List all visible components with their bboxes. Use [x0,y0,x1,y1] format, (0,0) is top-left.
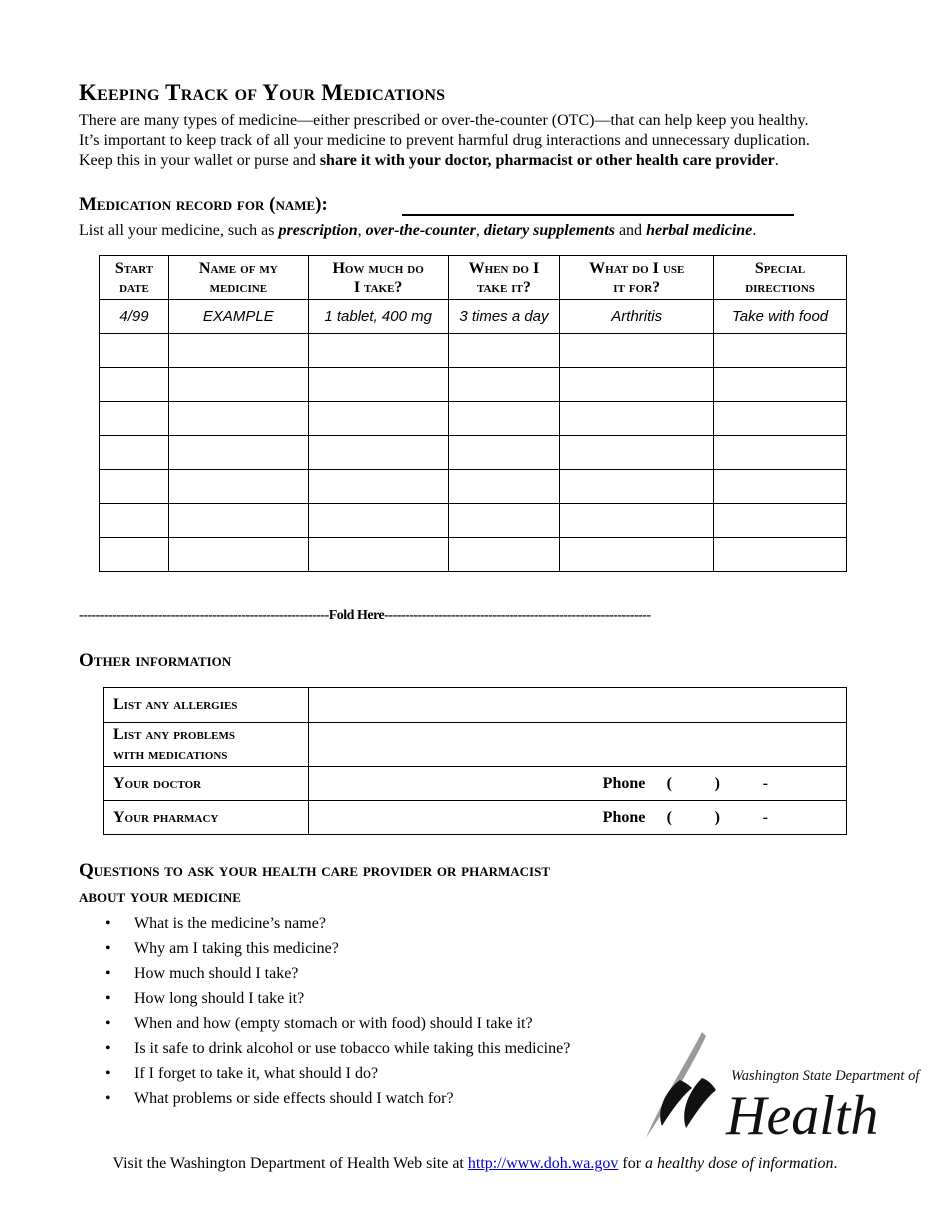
blank-cell[interactable] [714,368,847,402]
col-header-dose: How much do I take? [308,256,448,300]
example-start-date: 4/99 [100,300,169,334]
table-row [100,334,847,368]
list-item: • Why am I taking this medicine? [105,939,575,958]
doctor-label: Your doctor [104,767,309,801]
blank-cell[interactable] [168,402,308,436]
table-row [100,538,847,572]
allergies-label: List any allergies [104,688,309,723]
pharmacy-phone: Phone ( ) - [602,808,768,826]
table-row [100,402,847,436]
blank-cell[interactable] [168,368,308,402]
pharmacy-label: Your pharmacy [104,801,309,835]
list-item: • How much should I take? [105,964,575,983]
list-item: • Is it safe to drink alcohol or use tobacco while taking this medicine? [105,1039,575,1058]
blank-cell[interactable] [168,538,308,572]
table-row [100,470,847,504]
blank-cell[interactable] [714,334,847,368]
questions-list [105,914,575,1114]
list-supplements: dietary supplements [483,222,615,239]
table-header-row [100,256,847,300]
blank-cell[interactable] [560,436,714,470]
blank-cell[interactable] [308,470,448,504]
blank-cell[interactable] [560,334,714,368]
blank-cell[interactable] [100,436,169,470]
blank-cell[interactable] [168,470,308,504]
col-header-medicine-name: Name of my medicine [168,256,308,300]
medication-table [99,255,847,572]
list-instructions [79,222,756,240]
footer [0,1155,950,1173]
list-item: • How long should I take it? [105,989,575,1008]
blank-cell[interactable] [448,334,560,368]
intro-line-3-bold: share it with your doctor, pharmacist or other health care provider [319,152,775,169]
example-directions: Take with food [714,300,847,334]
record-heading: Medication record for (name): [79,194,328,215]
blank-cell[interactable] [100,538,169,572]
blank-cell[interactable] [308,504,448,538]
fold-line [79,608,849,624]
logo-line-2: Health [726,1085,879,1147]
problems-field[interactable] [309,723,847,767]
page-title: Keeping Track of Your Medications [79,80,446,105]
blank-cell[interactable] [560,538,714,572]
problems-label: List any problems with medications [104,723,309,767]
col-header-start-date: Start date [100,256,169,300]
list-and: and [614,222,647,239]
footer-tagline: a healthy dose of information [645,1155,834,1172]
blank-cell[interactable] [100,368,169,402]
table-row [100,368,847,402]
blank-cell[interactable] [448,402,560,436]
example-medicine: EXAMPLE [168,300,308,334]
blank-cell[interactable] [714,470,847,504]
intro-line-2: It’s important to keep track of all your medicine to prevent harmful drug interactions and unnecessary duplication. [79,132,810,149]
example-when: 3 times a day [448,300,560,334]
allergies-field[interactable] [309,688,847,723]
other-info-table [103,687,847,835]
allergies-row [104,688,847,723]
blank-cell[interactable] [100,470,169,504]
blank-cell[interactable] [168,334,308,368]
list-item: • If I forget to take it, what should I do? [105,1064,575,1083]
list-sep-2: , [475,222,484,239]
blank-cell[interactable] [100,504,169,538]
blank-cell[interactable] [100,402,169,436]
blank-cell[interactable] [308,368,448,402]
other-info-heading: Other information [79,650,232,671]
footer-mid: for [618,1155,646,1172]
example-use: Arthritis [560,300,714,334]
blank-cell[interactable] [308,538,448,572]
blank-cell[interactable] [448,504,560,538]
blank-cell[interactable] [308,334,448,368]
blank-cell[interactable] [100,334,169,368]
footer-end: . [833,1155,838,1172]
blank-cell[interactable] [168,436,308,470]
doctor-field[interactable] [309,767,847,801]
list-otc: over-the-counter [365,222,476,239]
blank-cell[interactable] [714,504,847,538]
footer-pre: Visit the Washington Department of Health Web site at [112,1155,468,1172]
list-prescription: prescription [278,222,358,239]
col-header-directions: Special directions [714,256,847,300]
intro-line-3-pre: Keep this in your wallet or purse and [79,152,320,169]
blank-cell[interactable] [448,470,560,504]
list-end: . [752,222,757,239]
doctor-row [104,767,847,801]
list-sep-1: , [357,222,366,239]
questions-heading: Questions to ask your health care provider or pharmacist about your medicine [79,860,551,907]
blank-cell[interactable] [560,402,714,436]
fold-label: Fold Here [328,608,385,623]
blank-cell[interactable] [560,368,714,402]
blank-cell[interactable] [168,504,308,538]
list-pre: List all your medicine, such as [79,222,279,239]
list-item: • What is the medicine’s name? [105,914,575,933]
pharmacy-field[interactable] [309,801,847,835]
intro-text [79,111,879,171]
col-header-when: When do I take it? [448,256,560,300]
blank-cell[interactable] [560,504,714,538]
list-herbal: herbal medicine [646,222,753,239]
blank-cell[interactable] [560,470,714,504]
name-field-line[interactable] [402,214,794,216]
problems-row [104,723,847,767]
doh-logo [640,1030,920,1147]
col-header-use: What do I use it for? [560,256,714,300]
list-item: • When and how (empty stomach or with food) should I take it? [105,1014,575,1033]
doctor-phone: Phone ( ) - [602,774,768,792]
blank-cell[interactable] [714,538,847,572]
list-item: • What problems or side effects should I watch for? [105,1089,575,1108]
intro-line-1: There are many types of medicine—either prescribed or over-the-counter (OTC)—that can help keep you healthy. [79,112,809,129]
table-row [100,436,847,470]
blank-cell[interactable] [448,436,560,470]
fold-dashes-left: ------------------------------------------------------------ [79,608,329,623]
blank-cell[interactable] [308,436,448,470]
table-row [100,504,847,538]
fold-dashes-right: ---------------------------------------------------------------- [384,608,651,623]
intro-line-3-post: . [774,152,779,169]
blank-cell[interactable] [308,402,448,436]
blank-cell[interactable] [448,368,560,402]
logo-line-1: Washington State Department of [731,1068,920,1084]
example-row [100,300,847,334]
blank-cell[interactable] [714,436,847,470]
blank-cell[interactable] [714,402,847,436]
doh-website-link[interactable]: http://www.doh.wa.gov [467,1155,619,1172]
example-dose: 1 tablet, 400 mg [308,300,448,334]
pharmacy-row [104,801,847,835]
blank-cell[interactable] [448,538,560,572]
